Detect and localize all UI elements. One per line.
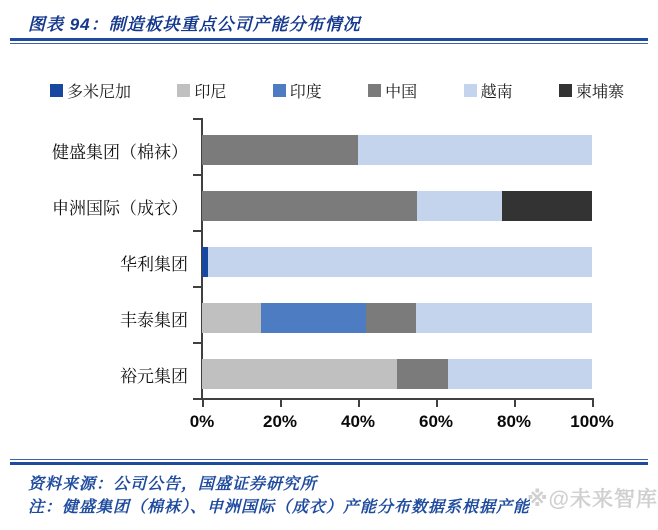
chart-row <box>0 290 592 346</box>
bar-track <box>202 191 592 221</box>
stacked-bar-chart <box>0 110 658 445</box>
legend-item <box>273 79 322 102</box>
bar-segment-中国 <box>202 135 358 165</box>
legend-label: 越南 <box>480 84 513 101</box>
legend-swatch <box>559 84 572 97</box>
legend-swatch <box>368 84 381 97</box>
chart-row <box>0 234 592 290</box>
x-axis-tick <box>280 400 282 407</box>
rule-thick-line <box>10 38 648 41</box>
bar-segment-中国 <box>366 303 417 333</box>
source-note: 资料来源：公司公告，国盛证券研究所 <box>28 476 318 493</box>
chart-legend <box>50 79 624 102</box>
bar-segment-越南 <box>416 303 592 333</box>
row-label: 健盛集团（棉袜） <box>52 142 188 162</box>
rule-thick-line <box>10 462 648 465</box>
chart-row <box>0 122 592 178</box>
x-tick-label: 60% <box>418 412 454 431</box>
x-tick-label: 0% <box>189 412 215 431</box>
bar-segment-越南 <box>448 359 592 389</box>
legend-item <box>177 79 226 102</box>
legend-label: 中国 <box>385 84 418 101</box>
bar-track <box>202 303 592 333</box>
rule-thin-line <box>10 43 648 44</box>
x-tick-label: 40% <box>340 412 376 431</box>
x-tick-label: 100% <box>570 412 614 431</box>
row-label: 裕元集团 <box>120 366 188 386</box>
watermark-label: @未来智库 <box>548 488 658 511</box>
watermark-snowflake-icon: ※ <box>527 488 549 511</box>
y-axis-tick <box>193 398 201 400</box>
bar-segment-越南 <box>208 247 592 277</box>
bar-track <box>202 359 592 389</box>
y-axis-tick <box>193 286 201 288</box>
y-axis-tick <box>193 174 201 176</box>
x-tick-label: 20% <box>262 412 298 431</box>
legend-label: 柬埔寨 <box>575 84 624 101</box>
y-axis-tick <box>193 118 201 120</box>
bar-segment-印尼 <box>202 303 261 333</box>
x-axis-tick <box>358 400 360 407</box>
footer-divider-rule <box>10 459 648 465</box>
figure-footnote: 注：健盛集团（棉袜）、申洲国际（成衣）产能分布数据系根据产能 <box>28 499 531 516</box>
x-axis-tick <box>202 400 204 407</box>
rule-thin-line <box>10 459 648 460</box>
row-label: 申洲国际（成衣） <box>52 198 188 218</box>
legend-swatch <box>50 84 63 97</box>
legend-item <box>368 79 417 102</box>
legend-swatch <box>464 84 477 97</box>
x-axis-tick <box>436 400 438 407</box>
y-axis-tick <box>193 230 201 232</box>
title-divider-rule <box>10 38 648 44</box>
watermark <box>527 483 658 513</box>
x-axis-tick <box>592 400 594 407</box>
figure-title: 图表 94：制造板块重点公司产能分布情况 <box>28 15 361 34</box>
bar-segment-越南 <box>417 191 503 221</box>
legend-swatch <box>177 84 190 97</box>
x-axis-tick <box>514 400 516 407</box>
legend-item <box>464 79 513 102</box>
legend-label: 印尼 <box>194 84 227 101</box>
chart-row <box>0 178 592 234</box>
row-label: 丰泰集团 <box>120 310 188 330</box>
row-label: 华利集团 <box>120 254 188 274</box>
legend-label: 多米尼加 <box>67 84 132 101</box>
legend-item <box>559 79 624 102</box>
bar-segment-印尼 <box>202 359 397 389</box>
bar-track <box>202 247 592 277</box>
x-tick-label: 80% <box>496 412 532 431</box>
bar-segment-中国 <box>202 191 417 221</box>
bar-segment-中国 <box>397 359 448 389</box>
legend-item <box>50 79 131 102</box>
legend-swatch <box>273 84 286 97</box>
legend-label: 印度 <box>289 84 322 101</box>
bar-segment-越南 <box>358 135 592 165</box>
bar-segment-柬埔寨 <box>502 191 592 221</box>
bar-segment-印度 <box>261 303 366 333</box>
bar-track <box>202 135 592 165</box>
y-axis-tick <box>193 342 201 344</box>
chart-row <box>0 346 592 402</box>
